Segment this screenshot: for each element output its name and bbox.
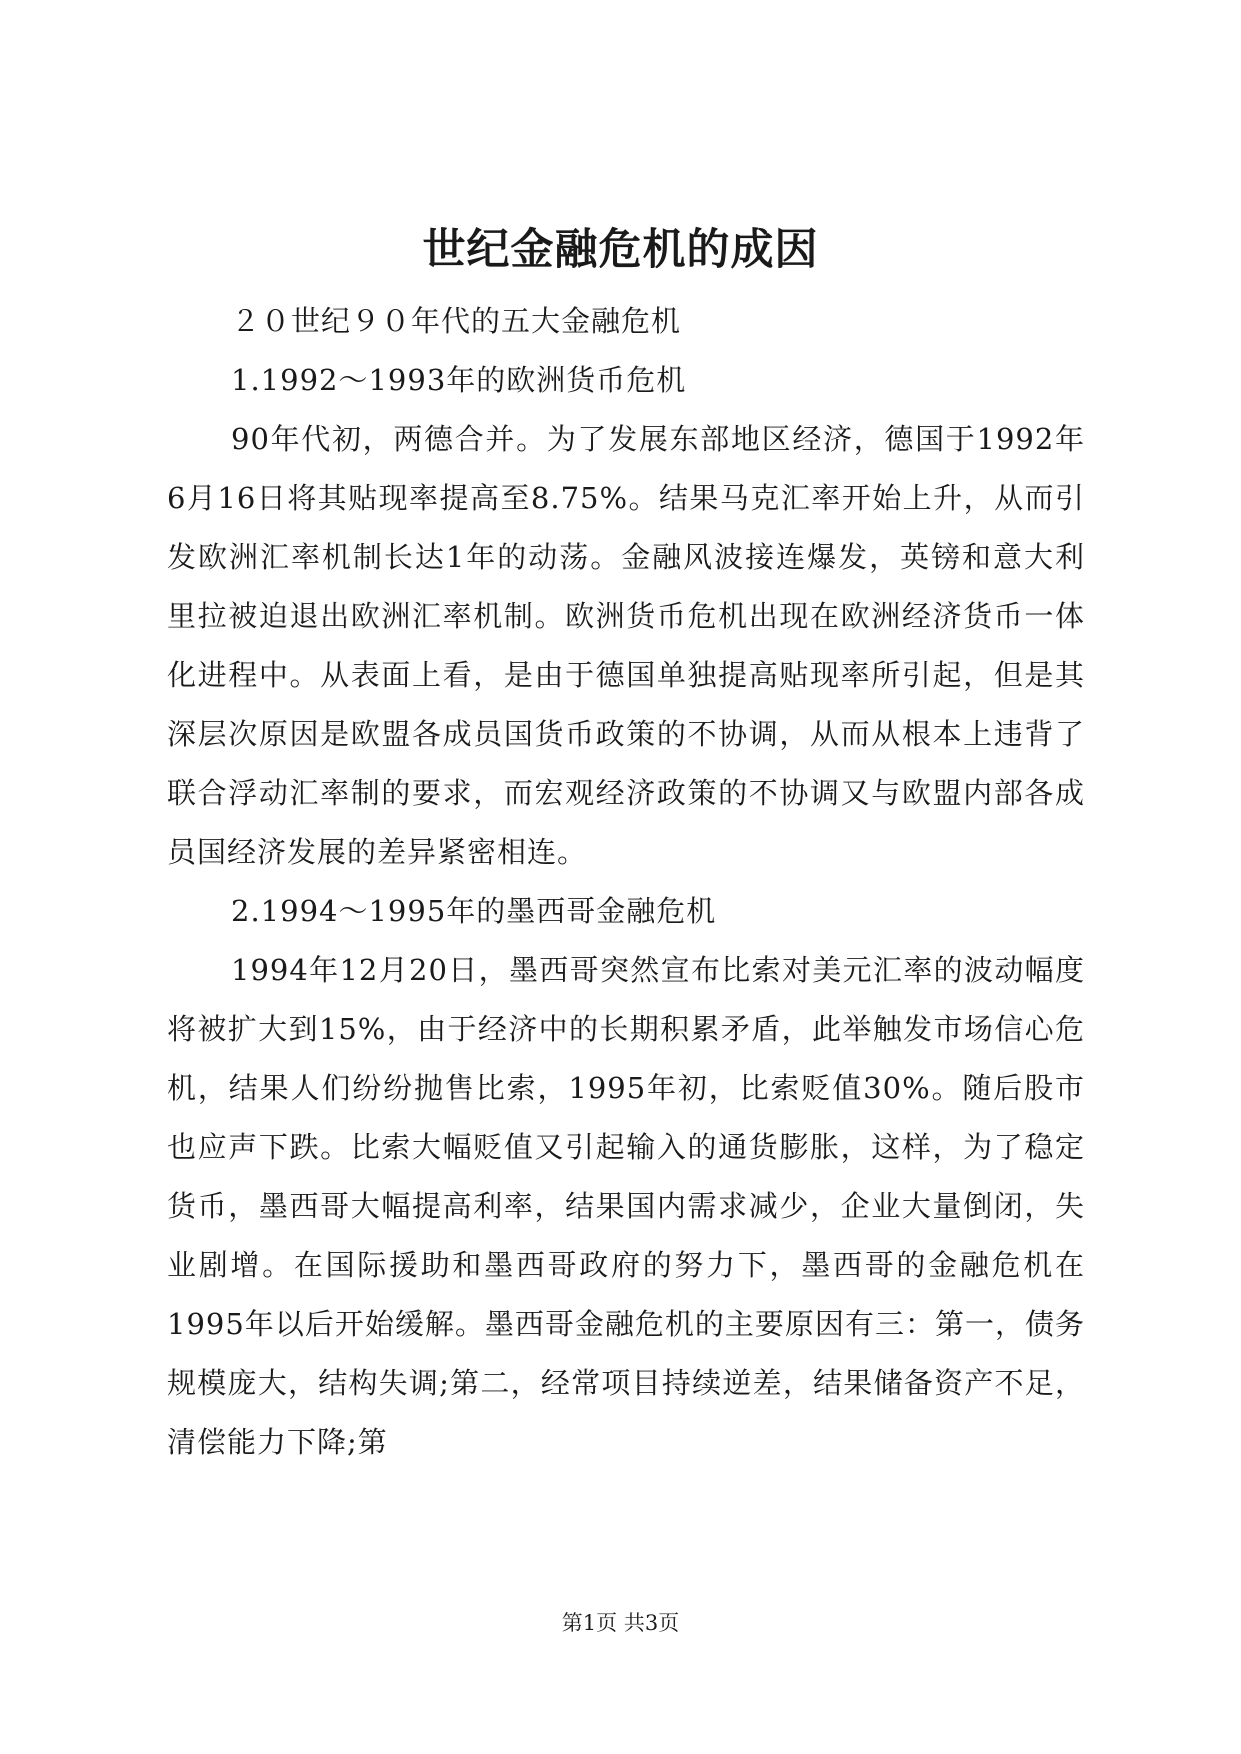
paragraph-europe-crisis: 90年代初，两德合并。为了发展东部地区经济，德国于1992年6月16日将其贴现率提高至8.75%。结果马克汇率开始上升，从而引发欧洲汇率机制长达1年的动荡。金融风波接连爆发，英镑和意大利里拉被迫退出欧洲汇率机制。欧洲货币危机出现在欧洲经济货币一体化进程中。从表面上看，是由于德国单独提高贴现率所引起，但是其深层次原因是欧盟各成员国货币政策的不协调，从而从根本上违背了联合浮动汇率制的要求，而宏观经济政策的不协调又与欧盟内部各成员国经济发展的差异紧密相连。: [167, 422, 1085, 869]
section-heading: ２０世纪９０年代的五大金融危机: [231, 304, 682, 338]
paragraph-mexico-crisis: 1994年12月20日，墨西哥突然宣布比索对美元汇率的波动幅度将被扩大到15%，由于经济中的长期积累矛盾，此举触发市场信心危机，结果人们纷纷抛售比索，1995年初，比索贬值30%。随后股市也应声下跌。比索大幅贬值又引起输入的通货膨胀，这样，为了稳定货币，墨西哥大幅提高利率，结果国内需求减少，企业大量倒闭，失业剧增。在国际援助和墨西哥政府的努力下，墨西哥的金融危机在1995年以后开始缓解。墨西哥金融危机的主要原因有三：第一，债务规模庞大，结构失调;第二，经常项目持续逆差，结果储备资产不足，清偿能力下降;第: [167, 953, 1085, 1459]
subsection-heading-mexico: 2.1994～1995年的墨西哥金融危机: [231, 894, 717, 928]
document-title: 世纪金融危机的成因: [422, 225, 819, 275]
subsection-heading-europe: 1.1992～1993年的欧洲货币危机: [231, 363, 687, 397]
document-body: [167, 292, 1085, 1472]
page-footer: 第1页 共3页: [561, 1611, 680, 1635]
